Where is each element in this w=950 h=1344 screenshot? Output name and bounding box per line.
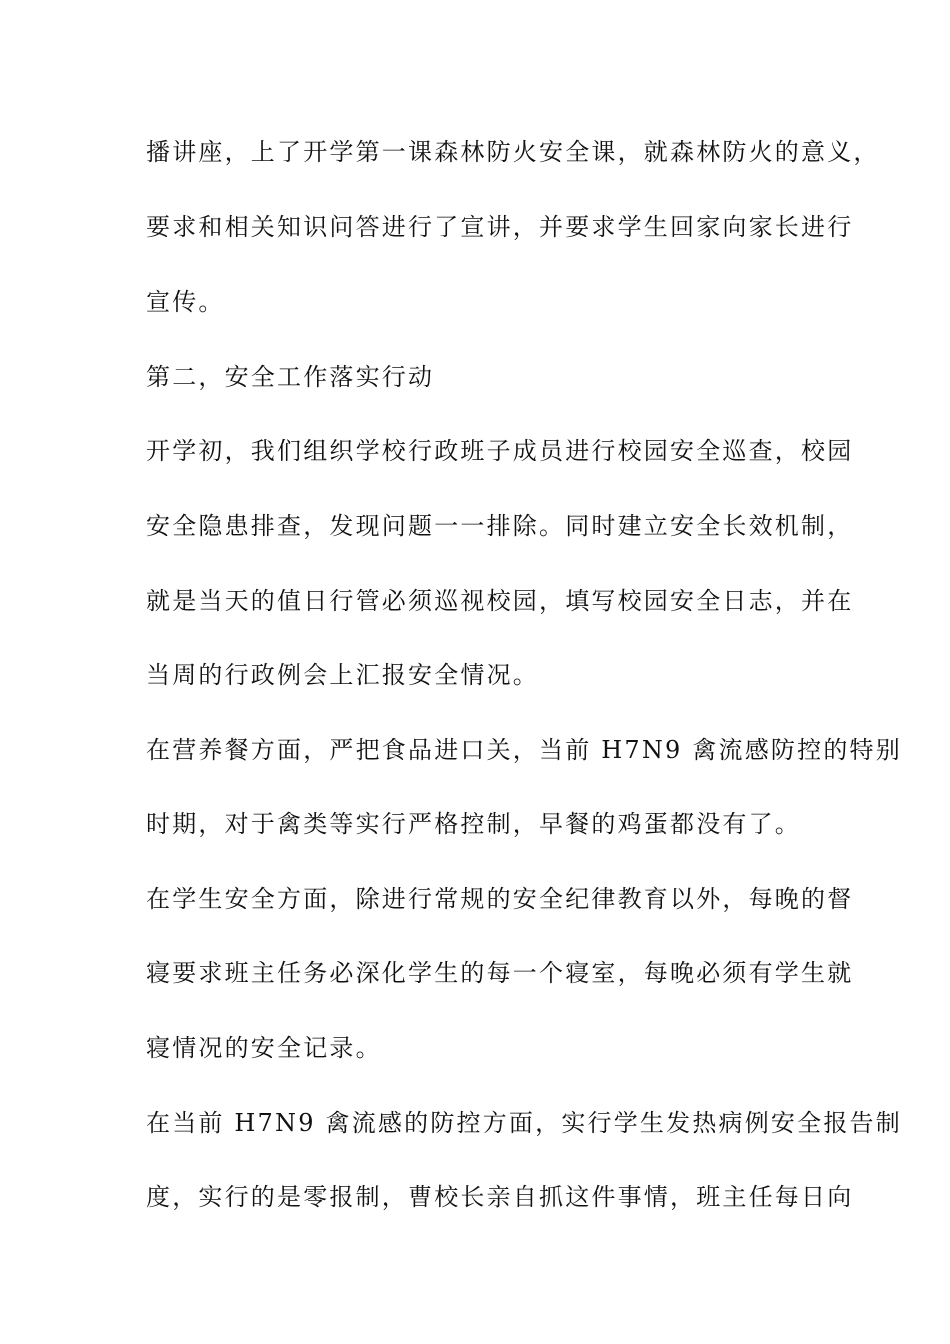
- text-line: 寝要求班主任务必深化学生的每一个寝室，每晚必须有学生就: [146, 959, 854, 987]
- text-line: 在营养餐方面，严把食品进口关，当前 H7N9 禽流感防控的特别: [146, 736, 902, 764]
- text-line: 寝情况的安全记录。: [146, 1034, 382, 1062]
- text-line: 度，实行的是零报制，曹校长亲自抓这件事情，班主任每日向: [146, 1183, 854, 1211]
- text-line: 开学初，我们组织学校行政班子成员进行校园安全巡查，校园: [146, 437, 854, 465]
- text-line: 就是当天的值日行管必须巡视校园，填写校园安全日志，并在: [146, 587, 854, 615]
- text-line: 在当前 H7N9 禽流感的防控方面，实行学生发热病例安全报告制: [146, 1109, 902, 1137]
- text-line: 宣传。: [146, 288, 225, 316]
- section-heading: 第二，安全工作落实行动: [146, 363, 435, 391]
- text-line: 安全隐患排查，发现问题一一排除。同时建立安全长效机制，: [146, 512, 854, 540]
- text-line: 当周的行政例会上汇报安全情况。: [146, 661, 539, 689]
- text-line: 在学生安全方面，除进行常规的安全纪律教育以外，每晚的督: [146, 885, 854, 913]
- text-line: 时期，对于禽类等实行严格控制，早餐的鸡蛋都没有了。: [146, 810, 801, 838]
- text-line: 要求和相关知识问答进行了宣讲，并要求学生回家向家长进行: [146, 213, 854, 241]
- text-line: 播讲座，上了开学第一课森林防火安全课，就森林防火的意义，: [146, 138, 880, 166]
